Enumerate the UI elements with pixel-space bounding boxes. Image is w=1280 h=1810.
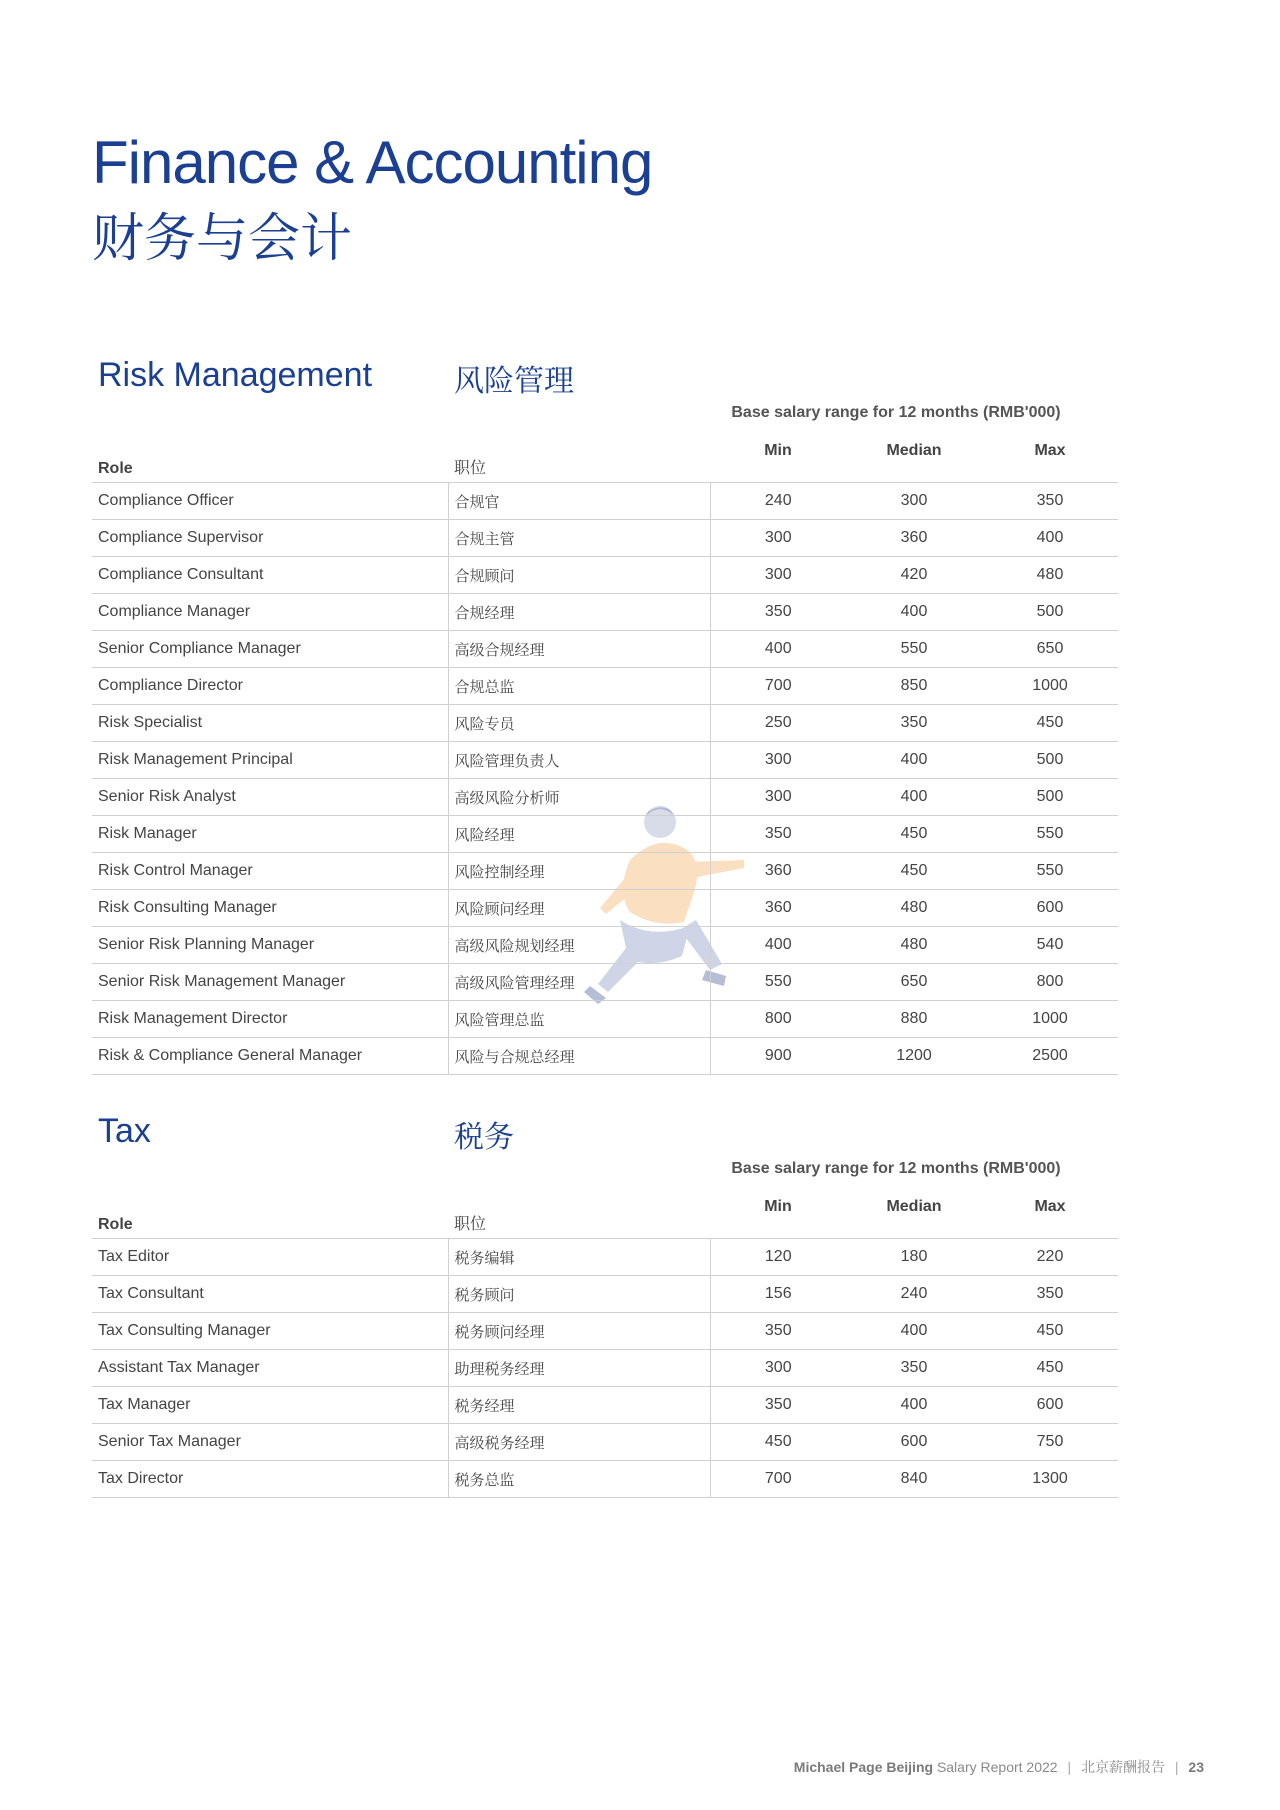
table-row [92,964,1118,1001]
cell-median: 840 [846,1461,982,1498]
section-title-chinese: 风险管理 [454,364,574,399]
cell-role-chinese: 高级风险管理经理 [448,964,710,1001]
cell-median: 450 [846,853,982,890]
cell-role-chinese: 助理税务经理 [448,1350,710,1387]
cell-role: Tax Director [92,1461,448,1498]
cell-median: 550 [846,631,982,668]
header-median: Median [846,442,982,483]
cell-max: 600 [982,1387,1118,1424]
cell-role-chinese: 税务总监 [448,1461,710,1498]
cell-median: 1200 [846,1038,982,1075]
cell-role: Senior Compliance Manager [92,631,448,668]
cell-role: Compliance Officer [92,483,448,520]
cell-max: 550 [982,816,1118,853]
cell-role: Risk Consulting Manager [92,890,448,927]
cell-median: 480 [846,927,982,964]
cell-role-chinese: 高级风险规划经理 [448,927,710,964]
cell-min: 300 [710,1350,846,1387]
cell-median: 400 [846,742,982,779]
cell-role: Senior Tax Manager [92,1424,448,1461]
cell-role: Compliance Director [92,668,448,705]
cell-role: Tax Consulting Manager [92,1313,448,1350]
cell-role-chinese: 风险管理负责人 [448,742,710,779]
cell-role: Assistant Tax Manager [92,1350,448,1387]
cell-max: 1000 [982,668,1118,705]
table-row [92,1350,1118,1387]
cell-max: 450 [982,705,1118,742]
cell-role-chinese: 风险与合规总经理 [448,1038,710,1075]
cell-median: 480 [846,890,982,927]
cell-median: 360 [846,520,982,557]
cell-min: 350 [710,1313,846,1350]
cell-median: 300 [846,483,982,520]
cell-min: 350 [710,1387,846,1424]
table-header-row [92,1198,1118,1239]
cell-min: 350 [710,594,846,631]
cell-min: 350 [710,816,846,853]
page-title: Finance & Accounting [92,129,653,196]
cell-min: 550 [710,964,846,1001]
section-title-chinese: 税务 [454,1120,514,1155]
header-median: Median [846,1198,982,1239]
cell-role: Compliance Supervisor [92,520,448,557]
cell-max: 500 [982,594,1118,631]
cell-min: 300 [710,779,846,816]
cell-role-chinese: 税务顾问 [448,1276,710,1313]
salary-range-caption: Base salary range for 12 months (RMB'000) [731,404,1061,421]
cell-role-chinese: 合规经理 [448,594,710,631]
section-title: Tax [98,1112,151,1150]
cell-role-chinese: 合规主管 [448,520,710,557]
cell-min: 240 [710,483,846,520]
header-max: Max [982,1198,1118,1239]
cell-max: 1300 [982,1461,1118,1498]
table-row [92,557,1118,594]
cell-role: Senior Risk Planning Manager [92,927,448,964]
cell-role: Compliance Consultant [92,557,448,594]
table-row [92,1276,1118,1313]
page-title-chinese: 财务与会计 [92,209,353,269]
cell-median: 600 [846,1424,982,1461]
cell-role-chinese: 税务经理 [448,1387,710,1424]
cell-role-chinese: 税务编辑 [448,1239,710,1276]
header-min: Min [710,442,846,483]
cell-role-chinese: 高级风险分析师 [448,779,710,816]
cell-role: Senior Risk Analyst [92,779,448,816]
footer-separator: | [1174,1759,1179,1775]
cell-max: 350 [982,483,1118,520]
table-row [92,1313,1118,1350]
cell-median: 880 [846,1001,982,1038]
cell-role: Risk Control Manager [92,853,448,890]
cell-role: Risk Management Director [92,1001,448,1038]
cell-role-chinese: 合规总监 [448,668,710,705]
footer-report-title-chinese: 北京薪酬报告 [1081,1760,1165,1776]
cell-median: 400 [846,594,982,631]
cell-role: Risk Management Principal [92,742,448,779]
cell-min: 300 [710,742,846,779]
cell-role-chinese: 高级合规经理 [448,631,710,668]
cell-role: Tax Manager [92,1387,448,1424]
cell-min: 900 [710,1038,846,1075]
cell-role-chinese: 税务顾问经理 [448,1313,710,1350]
cell-max: 500 [982,779,1118,816]
cell-max: 550 [982,853,1118,890]
footer-report-title: Salary Report 2022 [936,1759,1058,1775]
header-role: Role [92,1198,448,1239]
cell-min: 360 [710,853,846,890]
cell-min: 450 [710,1424,846,1461]
cell-max: 350 [982,1276,1118,1313]
cell-min: 700 [710,668,846,705]
footer-separator: | [1067,1759,1072,1775]
cell-min: 300 [710,557,846,594]
cell-min: 800 [710,1001,846,1038]
cell-role: Tax Editor [92,1239,448,1276]
cell-role-chinese: 合规官 [448,483,710,520]
cell-median: 650 [846,964,982,1001]
table-row [92,779,1118,816]
cell-median: 400 [846,1313,982,1350]
cell-median: 240 [846,1276,982,1313]
cell-max: 450 [982,1313,1118,1350]
cell-role-chinese: 高级税务经理 [448,1424,710,1461]
table-row [92,1239,1118,1276]
table-row [92,631,1118,668]
cell-max: 650 [982,631,1118,668]
table-row [92,1001,1118,1038]
cell-max: 1000 [982,1001,1118,1038]
header-role-chinese: 职位 [448,442,710,483]
cell-max: 540 [982,927,1118,964]
cell-min: 120 [710,1239,846,1276]
cell-role: Compliance Manager [92,594,448,631]
cell-role-chinese: 风险顾问经理 [448,890,710,927]
cell-median: 350 [846,705,982,742]
cell-role-chinese: 风险管理总监 [448,1001,710,1038]
cell-role: Senior Risk Management Manager [92,964,448,1001]
cell-role: Risk Manager [92,816,448,853]
table-row [92,668,1118,705]
cell-median: 400 [846,779,982,816]
cell-max: 500 [982,742,1118,779]
cell-role-chinese: 合规顾问 [448,557,710,594]
cell-median: 420 [846,557,982,594]
cell-max: 400 [982,520,1118,557]
cell-median: 450 [846,816,982,853]
header-role-chinese: 职位 [448,1198,710,1239]
section-title: Risk Management [98,356,373,394]
cell-max: 480 [982,557,1118,594]
table-row [92,1424,1118,1461]
table-header-row [92,442,1118,483]
tax-salary-table [92,1198,1118,1498]
table-row [92,742,1118,779]
cell-role: Risk Specialist [92,705,448,742]
header-role: Role [92,442,448,483]
cell-median: 400 [846,1387,982,1424]
table-row [92,816,1118,853]
table-row [92,890,1118,927]
cell-median: 850 [846,668,982,705]
header-max: Max [982,442,1118,483]
cell-max: 450 [982,1350,1118,1387]
table-row [92,1461,1118,1498]
cell-min: 250 [710,705,846,742]
cell-max: 800 [982,964,1118,1001]
table-row [92,927,1118,964]
cell-min: 300 [710,520,846,557]
cell-median: 180 [846,1239,982,1276]
cell-min: 400 [710,631,846,668]
cell-role-chinese: 风险经理 [448,816,710,853]
cell-min: 700 [710,1461,846,1498]
cell-role: Tax Consultant [92,1276,448,1313]
cell-min: 156 [710,1276,846,1313]
table-row [92,1038,1118,1075]
table-row [92,483,1118,520]
table-row [92,594,1118,631]
page-number: 23 [1188,1759,1204,1775]
page-footer [794,1757,1204,1777]
cell-max: 220 [982,1239,1118,1276]
footer-brand: Michael Page Beijing [793,1759,934,1775]
risk-management-salary-table [92,442,1118,1075]
cell-min: 360 [710,890,846,927]
cell-max: 750 [982,1424,1118,1461]
cell-role: Risk & Compliance General Manager [92,1038,448,1075]
cell-max: 2500 [982,1038,1118,1075]
table-row [92,520,1118,557]
cell-median: 350 [846,1350,982,1387]
cell-max: 600 [982,890,1118,927]
cell-role-chinese: 风险专员 [448,705,710,742]
cell-role-chinese: 风险控制经理 [448,853,710,890]
cell-min: 400 [710,927,846,964]
table-row [92,705,1118,742]
table-row [92,853,1118,890]
salary-range-caption: Base salary range for 12 months (RMB'000) [731,1160,1061,1177]
table-row [92,1387,1118,1424]
header-min: Min [710,1198,846,1239]
